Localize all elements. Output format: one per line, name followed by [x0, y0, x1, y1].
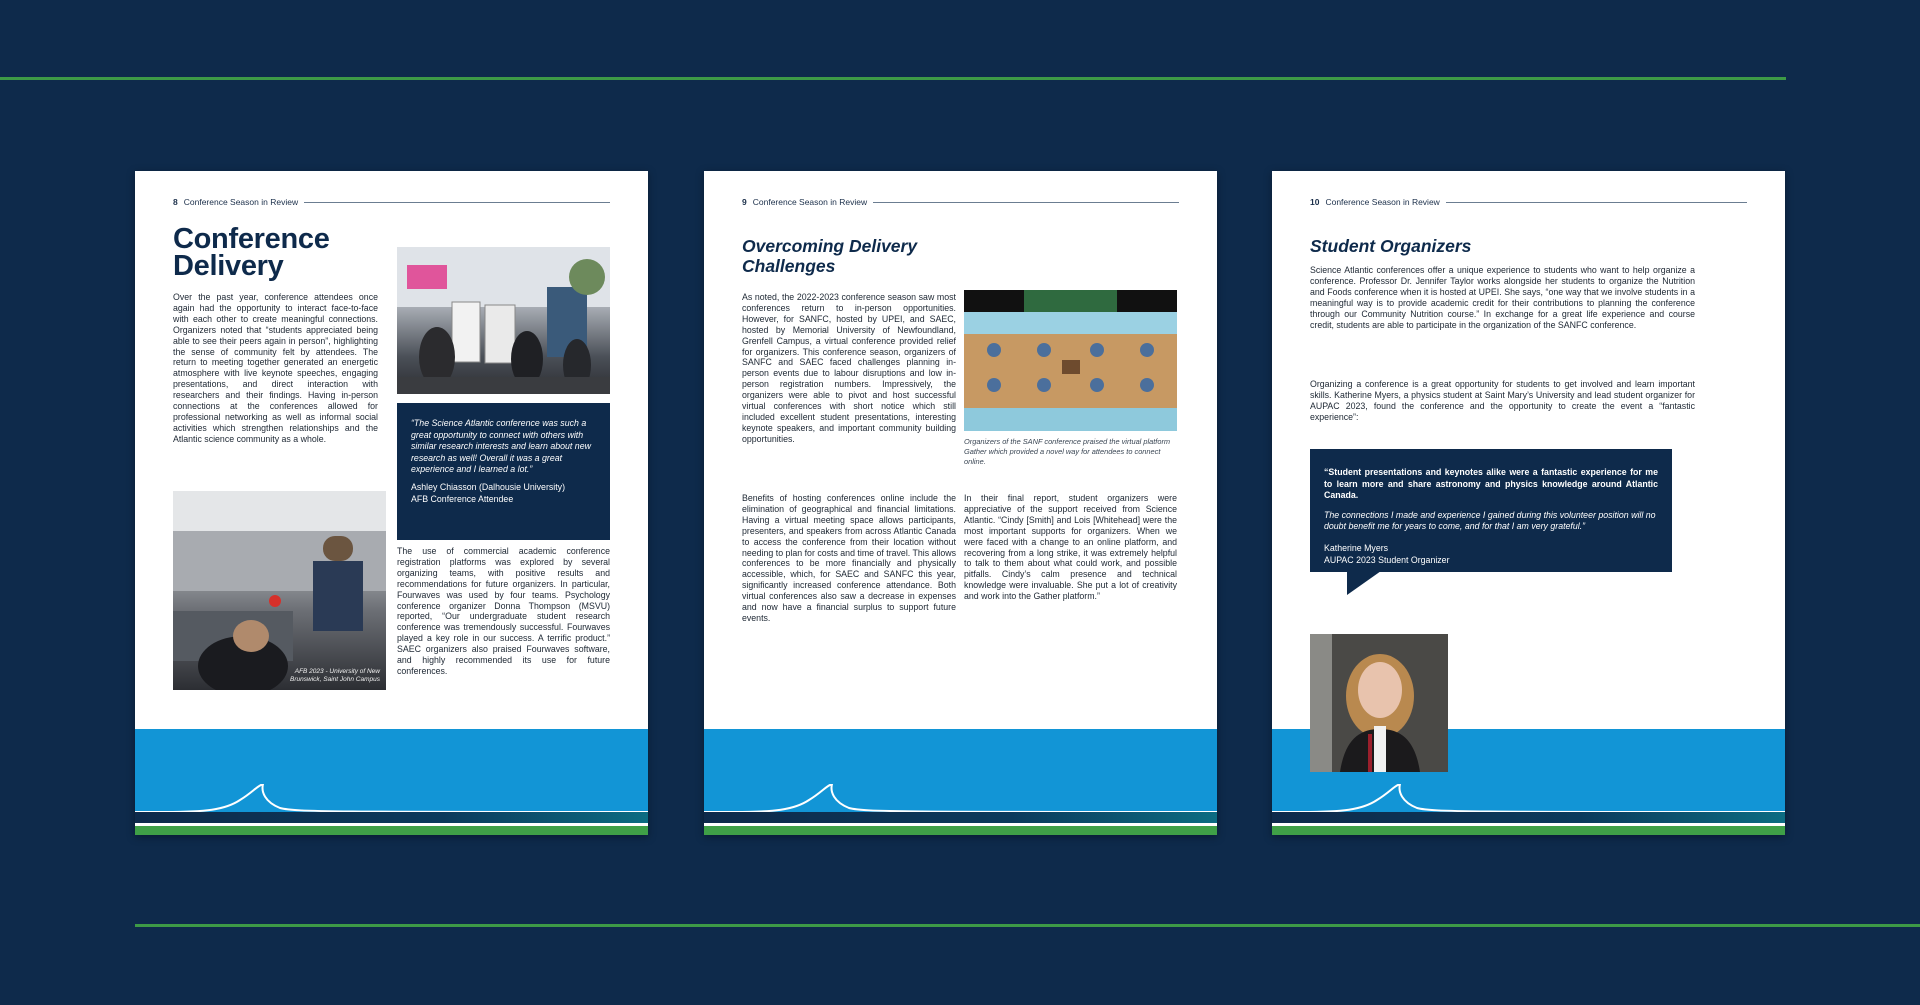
quote-author: Katherine Myers [1324, 542, 1389, 553]
quote-author-role: AUPAC 2023 Student Organizer [1324, 554, 1450, 565]
page-8 [135, 171, 648, 835]
section-title: Conference Season in Review [752, 197, 868, 207]
page-9 [704, 171, 1217, 835]
section-title: Conference Season in Review [1325, 197, 1440, 207]
title-line-1: Overcoming Delivery [742, 236, 918, 256]
poster-session-photo [397, 247, 610, 394]
bottom-divider-line [135, 924, 1920, 927]
page-footer-band [135, 729, 648, 835]
quote-text-italic: The connections I made and experience I gained during this volunteer position will no doubt benefit me for years to come, and for that I am very grateful.” [1324, 509, 1656, 532]
page-header [173, 195, 610, 209]
top-divider-line [0, 77, 1786, 80]
footer-green-stripe [1272, 826, 1785, 835]
page-number: 10 [1310, 197, 1320, 207]
intro-paragraph: Over the past year, conference attendees once again had the opportunity to interact face-to-face with each other to create meaningful connections. Organizers noted that “students appreciated being able to see their peers again in person”, highlighting the sense of community felt by attendees. The return to meeting together generated an energetic atmosphere with live keynote speeches, engaging presentations, and direct interaction with researchers and their findings. Having in-person connections at the conferences allowed for professional networking as well as informal social activities which strengthen relationships and the Atlantic science community as a whole. [173, 292, 378, 444]
quote-text-bold: “Student presentations and keynotes alike were a fantastic experience for me to learn more and share astronomy and physics knowledge around Atlantic Canada. [1324, 467, 1658, 501]
gather-platform-screenshot [964, 290, 1177, 431]
cafeteria-illustration [173, 491, 386, 690]
organizer-paragraph: Organizing a conference is a great opportunity for students to get involved and learn important skills. Katherine Myers, a physics student at Saint Mary’s University and lead student organizer for AUPAC 2023, found the conference and the opportunity to create the event a “fantastic experience”: [1310, 379, 1695, 422]
footer-green-stripe [135, 826, 648, 835]
page-title [742, 236, 917, 276]
page-number: 9 [742, 197, 747, 207]
portrait-illustration [1310, 634, 1448, 772]
benefits-paragraph: Benefits of hosting conferences online include the elimination of geographical and financial limitations. Having a virtual meeting space allows participants, presenters, and speakers from across Atlantic Canada to access the conference from their location without needing to plan for costs and time of travel. This allows conferences to be more financially and physically accessible, which, for SAEC and SANFC this year, significantly increased conference attendance. Both virtual conferences also saw a decrease in expenses and now have a financial surplus to support future events. [742, 493, 957, 623]
attendee-quote-box [397, 403, 610, 540]
footer-navy-stripe [135, 812, 648, 823]
poster-session-illustration [397, 247, 610, 394]
footer-wave-icon [135, 784, 648, 814]
page-10 [1272, 171, 1785, 835]
section-title: Conference Season in Review [183, 197, 299, 207]
title-line-2: Challenges [742, 256, 836, 276]
student-quote-box [1310, 449, 1672, 572]
student-portrait-photo [1310, 634, 1448, 772]
footer-wave-icon [1272, 784, 1785, 814]
footer-wave-icon [704, 784, 1217, 814]
speech-bubble-tail [1347, 571, 1381, 595]
page-title [173, 223, 330, 282]
title-line-2: Delivery [173, 250, 284, 282]
final-report-paragraph: In their final report, student organizers were appreciative of the support received from Science Atlantic. “Cindy [Smith] and Lois [Whitehead] were the most important supports for organizers. When we were faced with a change to an online platform, and recovering from a long strike, it was extremely helpful to talk to them about what could work, and possible pitfalls. Cindy’s calm presence and technical knowledge were invaluable. She put a lot of creativity and work into the Gather platform.” [964, 493, 1177, 602]
photo-caption: AFB 2023 - University of New Brunswick, Saint John Campus [290, 668, 380, 683]
registration-paragraph: The use of commercial academic conference registration platforms was explored by several organizing teams, with positive results and recommendations for future organizers. In particular, Fourwaves was used by four teams. Psychology conference organizer Donna Thompson (MSVU) reported, “Our undergraduate student research conference was tremendously successful. Fourwaves played a key role in our success. A terrific product.” SAEC organizers also praised Fourwaves software, and highly recommended its use for future conferences. [397, 546, 610, 676]
header-rule [1446, 202, 1747, 203]
image-caption: Organizers of the SANF conference praised the virtual platform Gather which provided a novel way for attendees to connect online. [964, 437, 1171, 466]
page-footer-band [704, 729, 1217, 835]
gather-map-illustration [964, 290, 1177, 431]
footer-green-stripe [704, 826, 1217, 835]
page-header [742, 195, 1179, 209]
header-rule [304, 202, 610, 203]
page-title: Student Organizers [1310, 236, 1472, 256]
title-line-1: Conference [173, 223, 330, 255]
cafeteria-photo [173, 491, 386, 690]
footer-navy-stripe [1272, 812, 1785, 823]
header-rule [873, 202, 1179, 203]
page-number: 8 [173, 197, 178, 207]
quote-author: Ashley Chiasson (Dalhousie University) [411, 481, 566, 492]
quote-author-role: AFB Conference Attendee [411, 493, 514, 504]
quote-text: “The Science Atlantic conference was such a great opportunity to connect with others with similar research interests and learn about new research as well! Overall it was a great experience and I learned a lot.” [411, 418, 591, 475]
page-header [1310, 195, 1747, 209]
footer-navy-stripe [704, 812, 1217, 823]
intro-paragraph: As noted, the 2022-2023 conference season saw most conferences return to in-person opportunities. However, for SANFC, hosted by UPEI, and SAEC, hosted by Memorial University of Newfoundland, Grenfell Campus, a virtual conference provided relief for organizers. This conference season, organizers of SANFC and SAEC faced challenges planning in-person events due to labour disruptions and low in-person registration numbers. Impressively, the organizers were able to pivot and host successful virtual conferences with short notice which still included excellent student presentations, interesting keynote speakers, and important community building opportunities. [742, 292, 956, 444]
intro-paragraph: Science Atlantic conferences offer a unique experience to students who want to help organize a conference. Professor Dr. Jennifer Taylor works alongside her students to organize the Nutrition and Foods conference when it is hosted at UPEI. She says, “one way that we involve students in a meaningful way is to provide academic credit for their contributions to planning the conference through our Community Nutrition course.” In exchange for a great life experience and course credit, students are able to participate in the organization of the SANFC conference. [1310, 265, 1695, 330]
